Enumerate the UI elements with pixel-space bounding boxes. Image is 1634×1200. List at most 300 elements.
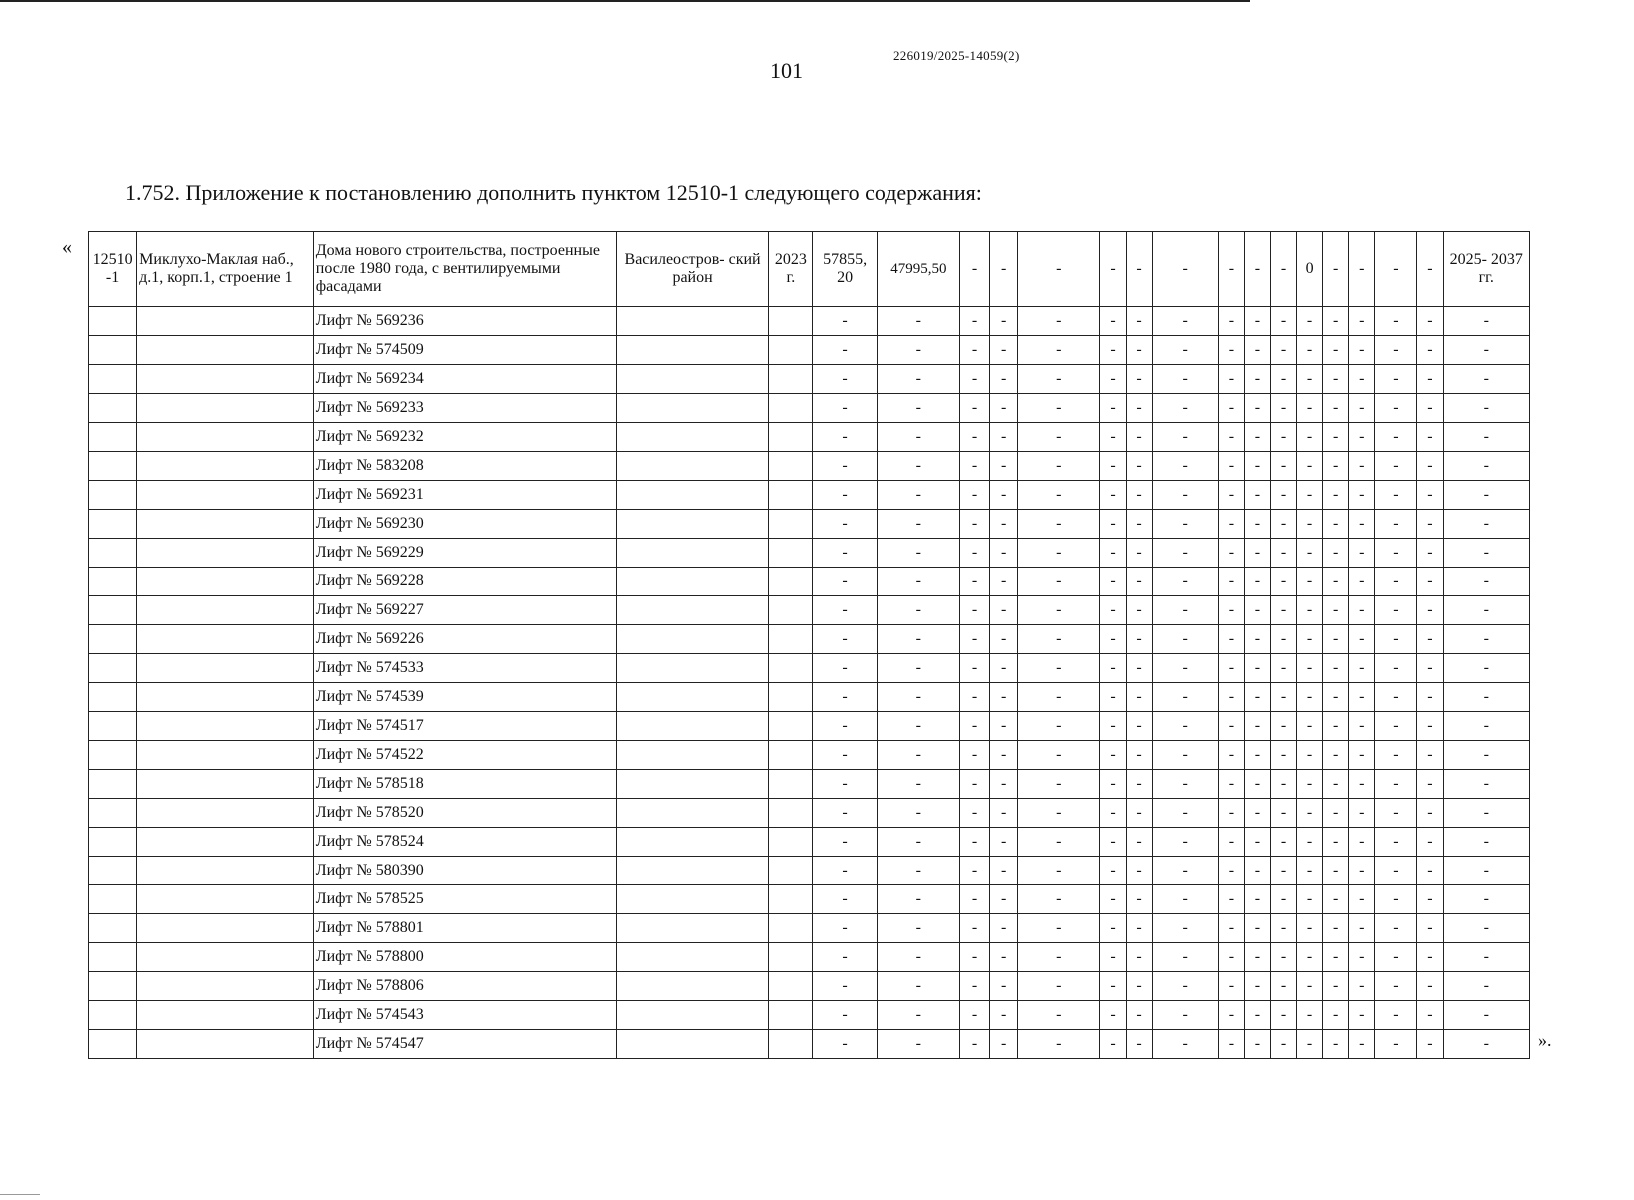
empty-cell [89, 740, 137, 769]
empty-cell [89, 914, 137, 943]
dash-cell: - [1018, 509, 1100, 538]
lift-row [89, 972, 1530, 1001]
empty-cell [137, 394, 314, 423]
lift-name-cell: Лифт № 574547 [313, 1030, 616, 1059]
dash-cell: - [877, 914, 959, 943]
empty-cell [769, 596, 813, 625]
dash-cell: - [1152, 509, 1218, 538]
lift-name-cell: Лифт № 578800 [313, 943, 616, 972]
dash-cell: - [990, 885, 1018, 914]
empty-cell [616, 972, 769, 1001]
dash-cell: - [1152, 596, 1218, 625]
section-heading: 1.752. Приложение к постановлению дополнить пунктом 12510-1 следующего содержания: [125, 180, 982, 205]
lift-name-cell: Лифт № 569233 [313, 394, 616, 423]
dash-cell: - [1417, 943, 1443, 972]
dash-cell: - [1323, 827, 1349, 856]
dash-cell: - [959, 712, 989, 741]
empty-cell [137, 654, 314, 683]
dash-cell: - [1126, 740, 1152, 769]
dash-cell: - [1244, 827, 1270, 856]
opening-quote: « [62, 236, 72, 258]
dash-cell: - [1018, 798, 1100, 827]
dash-cell: - [1375, 480, 1417, 509]
dash-cell: - [1218, 596, 1244, 625]
dash-cell: - [1443, 567, 1530, 596]
lift-name-cell: Лифт № 574509 [313, 336, 616, 365]
empty-cell [616, 538, 769, 567]
dash-cell: - [1152, 336, 1218, 365]
dash-cell: - [1018, 422, 1100, 451]
dash-cell: - [1443, 307, 1530, 336]
dash-cell: - [1152, 394, 1218, 423]
value-cell: - [990, 232, 1018, 307]
dash-cell: - [1018, 1001, 1100, 1030]
dash-cell: - [1126, 422, 1152, 451]
dash-cell: - [1018, 856, 1100, 885]
dash-cell: - [1100, 769, 1126, 798]
dash-cell: - [1018, 596, 1100, 625]
dash-cell: - [1100, 856, 1126, 885]
dash-cell: - [1152, 567, 1218, 596]
dash-cell: - [1218, 480, 1244, 509]
dash-cell: - [1375, 596, 1417, 625]
dash-cell: - [1218, 567, 1244, 596]
dash-cell: - [877, 422, 959, 451]
value-cell: - [1152, 232, 1218, 307]
dash-cell: - [1126, 769, 1152, 798]
lift-name-cell: Лифт № 574539 [313, 683, 616, 712]
dash-cell: - [1100, 336, 1126, 365]
dash-cell: - [1152, 1030, 1218, 1059]
dash-cell: - [1100, 422, 1126, 451]
dash-cell: - [877, 538, 959, 567]
dash-cell: - [1018, 827, 1100, 856]
dash-cell: - [1349, 769, 1375, 798]
empty-cell [769, 712, 813, 741]
lift-name-cell: Лифт № 574543 [313, 1001, 616, 1030]
dash-cell: - [1417, 740, 1443, 769]
lift-row [89, 683, 1530, 712]
dash-cell: - [1349, 567, 1375, 596]
dash-cell: - [959, 827, 989, 856]
dash-cell: - [1018, 365, 1100, 394]
empty-cell [137, 712, 314, 741]
dash-cell: - [1323, 798, 1349, 827]
dash-cell: - [990, 625, 1018, 654]
dash-cell: - [1100, 943, 1126, 972]
dash-cell: - [1126, 1030, 1152, 1059]
dash-cell: - [813, 856, 877, 885]
dash-cell: - [1100, 914, 1126, 943]
dash-cell: - [1270, 769, 1296, 798]
dash-cell: - [1100, 712, 1126, 741]
period-cell: 2025- 2037 гг. [1443, 232, 1530, 307]
empty-cell [89, 972, 137, 1001]
dash-cell: - [1349, 394, 1375, 423]
lift-row [89, 798, 1530, 827]
dash-cell: - [1100, 394, 1126, 423]
lift-name-cell: Лифт № 580390 [313, 856, 616, 885]
dash-cell: - [990, 538, 1018, 567]
lift-name-cell: Лифт № 578518 [313, 769, 616, 798]
empty-cell [137, 943, 314, 972]
dash-cell: - [1244, 798, 1270, 827]
dash-cell: - [959, 625, 989, 654]
dash-cell: - [1100, 654, 1126, 683]
empty-cell [616, 943, 769, 972]
closing-quote: ». [1538, 1030, 1552, 1050]
empty-cell [616, 596, 769, 625]
dash-cell: - [1126, 394, 1152, 423]
dash-cell: - [1297, 856, 1323, 885]
lift-row [89, 625, 1530, 654]
dash-cell: - [1218, 394, 1244, 423]
dash-cell: - [1244, 480, 1270, 509]
living-area-cell: 47995,50 [877, 232, 959, 307]
dash-cell: - [813, 625, 877, 654]
dash-cell: - [1443, 1001, 1530, 1030]
dash-cell: - [1443, 914, 1530, 943]
empty-cell [137, 914, 314, 943]
dash-cell: - [1349, 1030, 1375, 1059]
dash-cell: - [1375, 654, 1417, 683]
dash-cell: - [1443, 394, 1530, 423]
dash-cell: - [1270, 798, 1296, 827]
dash-cell: - [1375, 422, 1417, 451]
dash-cell: - [877, 451, 959, 480]
dash-cell: - [1417, 596, 1443, 625]
dash-cell: - [1100, 827, 1126, 856]
address-cell: Миклухо-Маклая наб., д.1, корп.1, строение 1 [137, 232, 314, 307]
dash-cell: - [1375, 769, 1417, 798]
dash-cell: - [1018, 1030, 1100, 1059]
dash-cell: - [1270, 567, 1296, 596]
lift-row [89, 914, 1530, 943]
dash-cell: - [1297, 480, 1323, 509]
dash-cell: - [1018, 914, 1100, 943]
empty-cell [769, 451, 813, 480]
empty-cell [616, 451, 769, 480]
dash-cell: - [990, 480, 1018, 509]
dash-cell: - [1349, 856, 1375, 885]
dash-cell: - [1218, 885, 1244, 914]
dash-cell: - [1152, 712, 1218, 741]
empty-cell [137, 480, 314, 509]
dash-cell: - [877, 1030, 959, 1059]
dash-cell: - [1126, 856, 1152, 885]
dash-cell: - [1375, 683, 1417, 712]
empty-cell [89, 1001, 137, 1030]
dash-cell: - [959, 336, 989, 365]
empty-cell [137, 798, 314, 827]
dash-cell: - [1297, 422, 1323, 451]
empty-cell [616, 740, 769, 769]
dash-cell: - [813, 914, 877, 943]
dash-cell: - [1218, 798, 1244, 827]
lift-row [89, 538, 1530, 567]
dash-cell: - [1375, 307, 1417, 336]
dash-cell: - [1244, 769, 1270, 798]
dash-cell: - [1244, 1001, 1270, 1030]
item-number-cell: 12510 -1 [89, 232, 137, 307]
dash-cell: - [1126, 365, 1152, 394]
dash-cell: - [1323, 365, 1349, 394]
dash-cell: - [959, 943, 989, 972]
dash-cell: - [990, 1030, 1018, 1059]
dash-cell: - [1126, 336, 1152, 365]
dash-cell: - [1244, 972, 1270, 1001]
dash-cell: - [1126, 827, 1152, 856]
dash-cell: - [1270, 943, 1296, 972]
empty-cell [769, 480, 813, 509]
empty-cell [616, 885, 769, 914]
dash-cell: - [990, 336, 1018, 365]
empty-cell [89, 365, 137, 394]
empty-cell [89, 307, 137, 336]
dash-cell: - [1443, 654, 1530, 683]
dash-cell: - [1375, 1001, 1417, 1030]
dash-cell: - [1417, 683, 1443, 712]
lift-row [89, 422, 1530, 451]
dash-cell: - [1126, 654, 1152, 683]
dash-cell: - [1126, 509, 1152, 538]
dash-cell: - [1297, 509, 1323, 538]
dash-cell: - [877, 769, 959, 798]
lift-name-cell: Лифт № 569228 [313, 567, 616, 596]
dash-cell: - [1270, 596, 1296, 625]
empty-cell [89, 596, 137, 625]
dash-cell: - [1018, 336, 1100, 365]
dash-cell: - [1417, 567, 1443, 596]
dash-cell: - [1018, 972, 1100, 1001]
dash-cell: - [1443, 422, 1530, 451]
empty-cell [769, 1001, 813, 1030]
dash-cell: - [1126, 307, 1152, 336]
empty-cell [769, 422, 813, 451]
dash-cell: - [990, 307, 1018, 336]
dash-cell: - [1244, 509, 1270, 538]
dash-cell: - [1375, 336, 1417, 365]
dash-cell: - [1297, 307, 1323, 336]
dash-cell: - [959, 654, 989, 683]
empty-cell [616, 654, 769, 683]
lift-row [89, 451, 1530, 480]
empty-cell [89, 654, 137, 683]
year-cell: 2023 г. [769, 232, 813, 307]
dash-cell: - [1443, 451, 1530, 480]
dash-cell: - [959, 538, 989, 567]
dash-cell: - [1244, 625, 1270, 654]
dash-cell: - [877, 625, 959, 654]
dash-cell: - [813, 654, 877, 683]
dash-cell: - [1018, 885, 1100, 914]
dash-cell: - [1443, 336, 1530, 365]
dash-cell: - [1417, 538, 1443, 567]
empty-cell [137, 365, 314, 394]
dash-cell: - [1375, 567, 1417, 596]
lift-name-cell: Лифт № 583208 [313, 451, 616, 480]
dash-cell: - [959, 856, 989, 885]
lift-table [88, 231, 1530, 1059]
dash-cell: - [1297, 365, 1323, 394]
dash-cell: - [1100, 1001, 1126, 1030]
empty-cell [616, 769, 769, 798]
dash-cell: - [1443, 1030, 1530, 1059]
dash-cell: - [813, 307, 877, 336]
lift-name-cell: Лифт № 569229 [313, 538, 616, 567]
dash-cell: - [1323, 1030, 1349, 1059]
value-cell: - [1270, 232, 1296, 307]
dash-cell: - [990, 422, 1018, 451]
lift-name-cell: Лифт № 569231 [313, 480, 616, 509]
empty-cell [616, 798, 769, 827]
dash-cell: - [1297, 1030, 1323, 1059]
dash-cell: - [1018, 451, 1100, 480]
lift-name-cell: Лифт № 578520 [313, 798, 616, 827]
empty-cell [769, 683, 813, 712]
dash-cell: - [1323, 712, 1349, 741]
dash-cell: - [1244, 307, 1270, 336]
empty-cell [616, 827, 769, 856]
dash-cell: - [990, 596, 1018, 625]
dash-cell: - [990, 914, 1018, 943]
empty-cell [89, 625, 137, 654]
dash-cell: - [1270, 538, 1296, 567]
dash-cell: - [990, 654, 1018, 683]
dash-cell: - [1270, 422, 1296, 451]
dash-cell: - [1100, 567, 1126, 596]
dash-cell: - [1244, 422, 1270, 451]
dash-cell: - [1126, 538, 1152, 567]
dash-cell: - [1100, 538, 1126, 567]
dash-cell: - [1126, 683, 1152, 712]
page-number: 101 [770, 58, 803, 83]
dash-cell: - [1152, 307, 1218, 336]
dash-cell: - [1443, 683, 1530, 712]
dash-cell: - [1443, 827, 1530, 856]
dash-cell: - [813, 480, 877, 509]
dash-cell: - [1443, 596, 1530, 625]
dash-cell: - [1443, 856, 1530, 885]
dash-cell: - [990, 740, 1018, 769]
dash-cell: - [959, 972, 989, 1001]
dash-cell: - [1270, 365, 1296, 394]
empty-cell [89, 798, 137, 827]
dash-cell: - [813, 422, 877, 451]
dash-cell: - [1297, 336, 1323, 365]
empty-cell [616, 1001, 769, 1030]
dash-cell: - [877, 509, 959, 538]
empty-cell [616, 567, 769, 596]
dash-cell: - [1126, 914, 1152, 943]
dash-cell: - [1152, 625, 1218, 654]
lift-row [89, 654, 1530, 683]
dash-cell: - [1443, 509, 1530, 538]
dash-cell: - [1375, 509, 1417, 538]
empty-cell [137, 567, 314, 596]
empty-cell [616, 394, 769, 423]
empty-cell [89, 336, 137, 365]
lift-row [89, 365, 1530, 394]
value-cell: - [1417, 232, 1443, 307]
empty-cell [616, 336, 769, 365]
empty-cell [769, 538, 813, 567]
value-cell: - [1018, 232, 1100, 307]
dash-cell: - [1375, 365, 1417, 394]
empty-cell [616, 480, 769, 509]
dash-cell: - [1323, 451, 1349, 480]
dash-cell: - [1417, 798, 1443, 827]
empty-cell [89, 712, 137, 741]
dash-cell: - [1417, 712, 1443, 741]
dash-cell: - [990, 451, 1018, 480]
lift-row [89, 394, 1530, 423]
lift-row [89, 1030, 1530, 1059]
dash-cell: - [877, 567, 959, 596]
dash-cell: - [1270, 1001, 1296, 1030]
dash-cell: - [1297, 885, 1323, 914]
building-description-cell: Дома нового строительства, построенные после 1980 года, с вентилируемыми фасадами [313, 232, 616, 307]
dash-cell: - [990, 1001, 1018, 1030]
dash-cell: - [1349, 538, 1375, 567]
dash-cell: - [1297, 769, 1323, 798]
dash-cell: - [1152, 827, 1218, 856]
dash-cell: - [1270, 480, 1296, 509]
empty-cell [769, 827, 813, 856]
dash-cell: - [813, 740, 877, 769]
lift-row [89, 769, 1530, 798]
dash-cell: - [1349, 972, 1375, 1001]
dash-cell: - [1417, 307, 1443, 336]
dash-cell: - [1152, 972, 1218, 1001]
dash-cell: - [813, 336, 877, 365]
dash-cell: - [1126, 798, 1152, 827]
dash-cell: - [990, 856, 1018, 885]
dash-cell: - [813, 972, 877, 1001]
dash-cell: - [1126, 480, 1152, 509]
empty-cell [137, 1030, 314, 1059]
dash-cell: - [1349, 654, 1375, 683]
dash-cell: - [1443, 943, 1530, 972]
empty-cell [769, 798, 813, 827]
empty-cell [769, 394, 813, 423]
dash-cell: - [1100, 798, 1126, 827]
dash-cell: - [1152, 422, 1218, 451]
dash-cell: - [877, 596, 959, 625]
empty-cell [137, 422, 314, 451]
dash-cell: - [1218, 740, 1244, 769]
dash-cell: - [1100, 480, 1126, 509]
empty-cell [89, 422, 137, 451]
dash-cell: - [1297, 654, 1323, 683]
dash-cell: - [1126, 885, 1152, 914]
dash-cell: - [1218, 451, 1244, 480]
total-area-cell: 57855, 20 [813, 232, 877, 307]
dash-cell: - [1244, 365, 1270, 394]
lift-name-cell: Лифт № 569234 [313, 365, 616, 394]
lift-row [89, 480, 1530, 509]
lift-name-cell: Лифт № 574522 [313, 740, 616, 769]
empty-cell [769, 509, 813, 538]
empty-cell [769, 625, 813, 654]
dash-cell: - [1244, 451, 1270, 480]
dash-cell: - [1443, 972, 1530, 1001]
dash-cell: - [959, 769, 989, 798]
dash-cell: - [990, 769, 1018, 798]
dash-cell: - [1375, 451, 1417, 480]
lift-name-cell: Лифт № 574517 [313, 712, 616, 741]
dash-cell: - [959, 394, 989, 423]
